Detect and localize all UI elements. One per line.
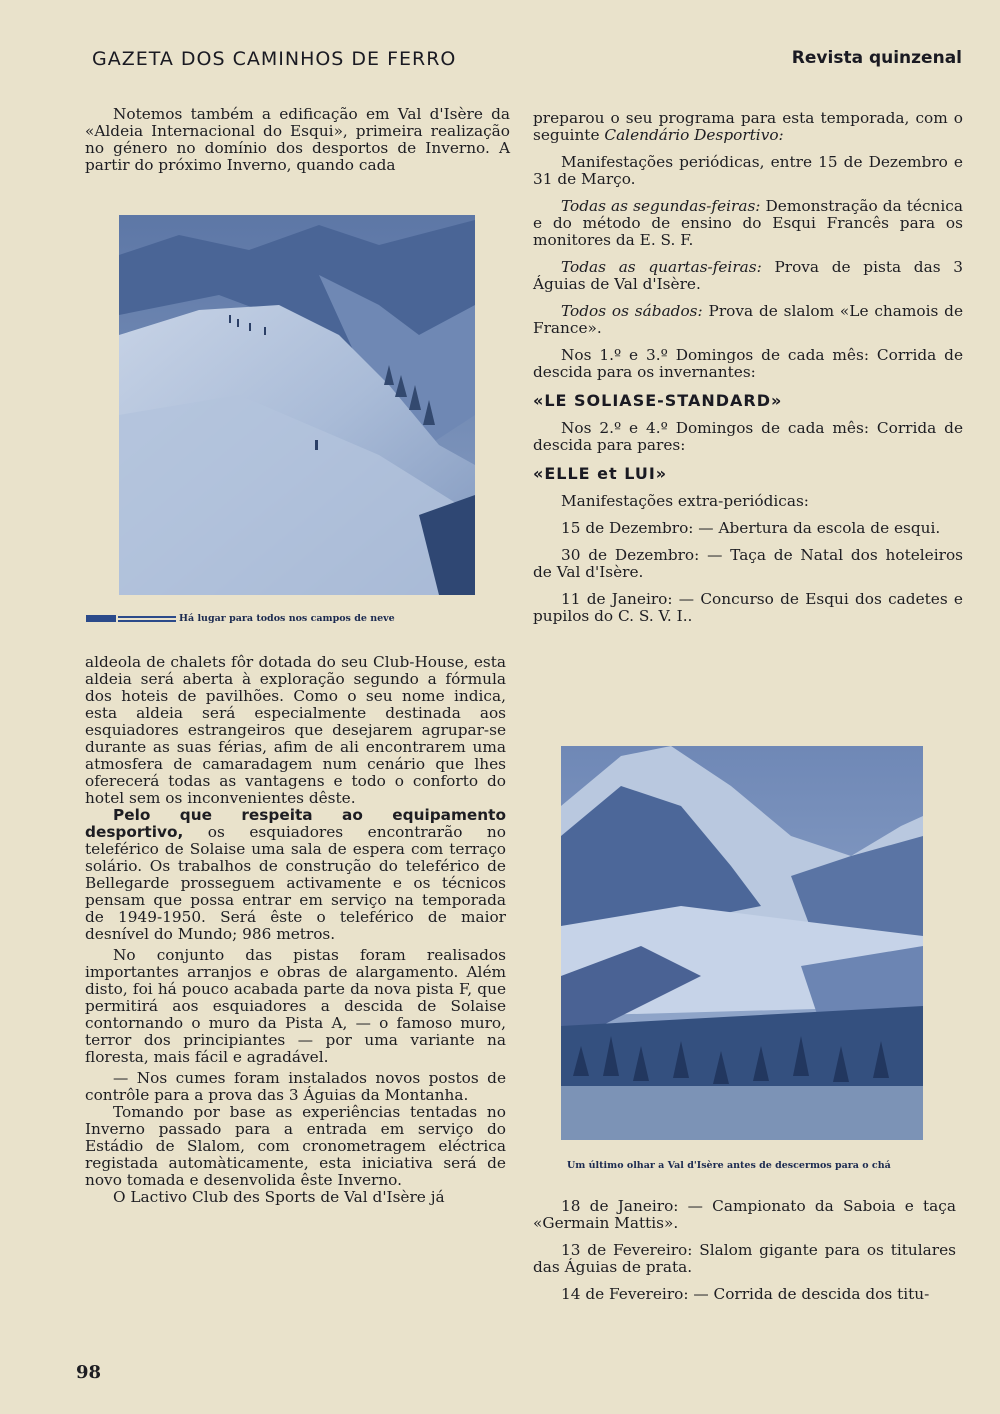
- paragraph: Manifestações extra-periódicas:: [561, 492, 809, 510]
- paragraph: No conjunto das pistas foram realisados importantes arranjos e obras de alargamento. Além disto, foi há pouco acabada parte da nova pista F, que permitirá aos esquiadores a descida de Solaise contornando o muro da Pista A, — o famoso muro, terror dos principiantes — por uma variante na floresta, mais fácil e agradável.: [85, 946, 506, 1066]
- italic-text: Calendário Desportivo:: [604, 126, 784, 144]
- paragraph-text: preparou o seu programa para esta temporada, com o seguinte: [533, 109, 963, 144]
- paragraph-text: Prova de slalom «Le chamois de France».: [533, 302, 964, 337]
- right-column-bottom: [533, 1198, 956, 1303]
- left-column-top: [85, 106, 510, 174]
- italic-text: Todas as quartas-feiras:: [561, 258, 762, 276]
- event-heading: «ELLE et LUI»: [533, 464, 668, 483]
- paragraph: Manifestações periódicas, entre 15 de Dezembro e 31 de Março.: [533, 153, 963, 188]
- caption-rule-icon: [86, 614, 178, 623]
- paragraph-text: Prova de pista das 3 Águias de Val d'Isère.: [533, 258, 963, 293]
- paragraph-text: os esquiadores encontrarão no teleférico de Solaise uma sala de espera com terraço solário. Os trabalhos de construção do teleférico de Bellegarde prosseguem activamente e os técnicos pensam que possa entrar em serviço na temporada de 1949-1950. Será êste o teleférico de maior desnível do Mundo; 986 metros.: [85, 823, 506, 943]
- paragraph: — Nos cumes foram instalados novos postos de contrôle para a prova das 3 Águias da Montanha.: [85, 1069, 506, 1104]
- paragraph: 15 de Dezembro: — Abertura da escola de esqui.: [561, 519, 941, 537]
- paragraph: Notemos também a edificação em Val d'Isère da «Aldeia Internacional do Esqui», primeira realização no género no domínio dos desportos de Inverno. A partir do próximo Inverno, quando cada: [85, 105, 510, 174]
- paragraph: 14 de Fevereiro: — Corrida de descida dos titu-: [561, 1285, 930, 1303]
- paragraph: 30 de Dezembro: — Taça de Natal dos hoteleiros de Val d'Isère.: [533, 546, 963, 581]
- right-column-top: [533, 110, 963, 625]
- left-column-bottom: [85, 654, 506, 1206]
- paragraph: [533, 303, 963, 337]
- paragraph-text: Demonstração da técnica e do método de ensino do Esqui Francês para os monitores da E. S. F.: [533, 197, 963, 249]
- valley-image: [561, 746, 923, 1140]
- publication-subtitle: Revista quinzenal: [791, 48, 962, 68]
- paragraph: 11 de Janeiro: — Concurso de Esqui dos cadetes e pupilos do C. S. V. I..: [533, 590, 963, 625]
- paragraph: [533, 198, 963, 249]
- paragraph: [85, 807, 506, 943]
- paragraph: 13 de Fevereiro: Slalom gigante para os titulares das Águias de prata.: [533, 1241, 956, 1276]
- paragraph: [533, 110, 963, 144]
- photo-caption: Um último olhar a Val d'Isère antes de descermos para o chá: [567, 1160, 891, 1171]
- paragraph: Nos 1.º e 3.º Domingos de cada mês: Corrida de descida para os invernantes:: [533, 346, 963, 381]
- snow-slope-image: [119, 215, 475, 595]
- paragraph: aldeola de chalets fôr dotada do seu Club-House, esta aldeia será aberta à exploração segundo a fórmula dos hoteis de pavilhões. Como o seu nome indica, esta aldeia será especialmente destinada aos esquiadores estrangeiros que desejarem agrupar-se durante as suas férias, afim de ali encontrarem uma atmosfera de camaradagem num cenário que lhes oferecerá todas as vantagens e todo o conforto do hotel sem os inconvenientes dêste.: [85, 653, 506, 807]
- bold-lead-text: Pelo que respeita ao equipamento desportivo,: [85, 806, 506, 841]
- paragraph: [533, 259, 963, 293]
- italic-text: Todos os sábados:: [561, 302, 703, 320]
- publication-title: GAZETA DOS CAMINHOS DE FERRO: [92, 48, 457, 70]
- event-heading: «LE SOLIASE-STANDARD»: [533, 391, 783, 410]
- photo-caption: Há lugar para todos nos campos de neve: [179, 613, 395, 624]
- paragraph: O Lactivo Club des Sports de Val d'Isère já: [113, 1188, 445, 1206]
- italic-text: Todas as segundas-feiras:: [561, 197, 761, 215]
- page-number: 98: [76, 1362, 102, 1383]
- paragraph: Nos 2.º e 4.º Domingos de cada mês: Corrida de descida para pares:: [533, 419, 963, 454]
- paragraph: Tomando por base as experiências tentadas no Inverno passado para a entrada em serviço do Estádio de Slalom, com cronometragem eléctrica registada automàticamente, esta iniciativa será de novo tomada e desenvolida êste Inverno.: [85, 1103, 506, 1189]
- valley-photo: [561, 746, 923, 1140]
- paragraph: 18 de Janeiro: — Campionato da Saboia e taça «Germain Mattis».: [533, 1197, 956, 1232]
- snow-slope-photo: [119, 215, 475, 595]
